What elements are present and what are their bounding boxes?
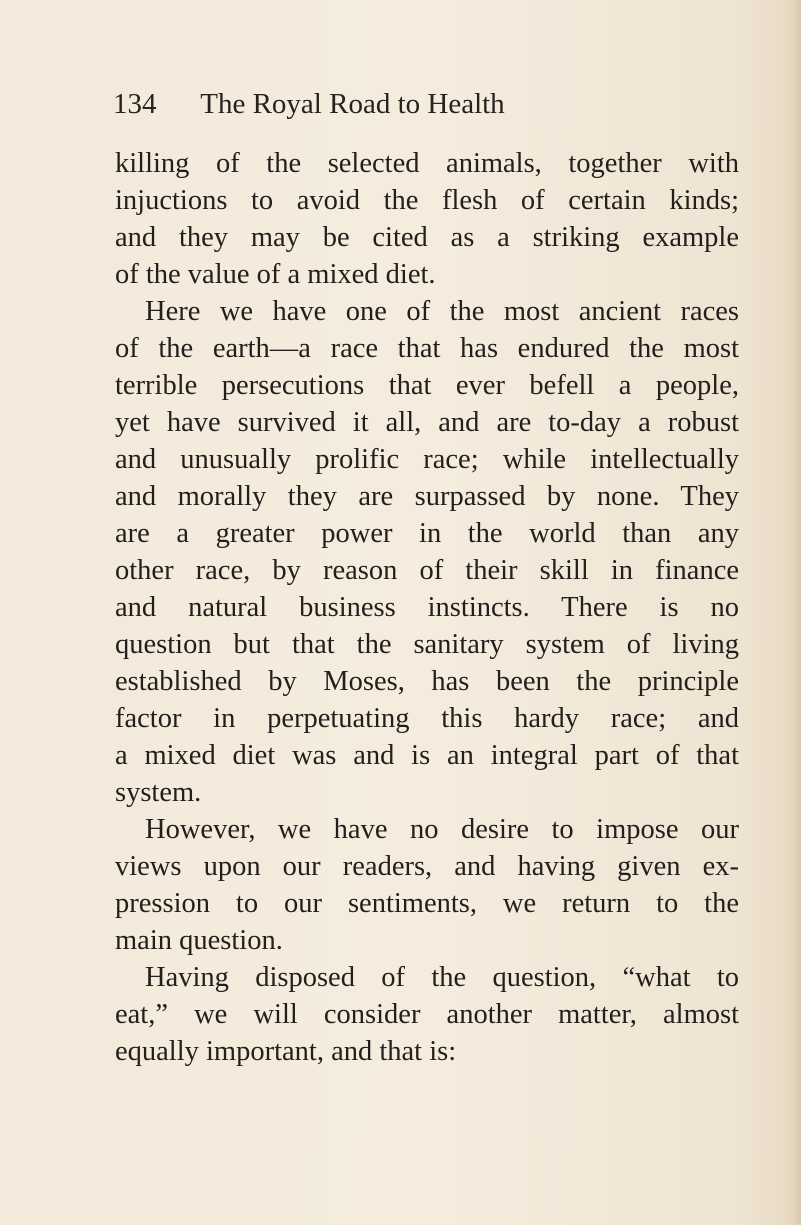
text-line: However, we have no desire to impose our bbox=[145, 814, 739, 845]
text-line: and unusually prolific race; while intellectually bbox=[115, 444, 739, 475]
text-line: and they may be cited as a striking example bbox=[115, 222, 739, 253]
text-line: are a greater power in the world than any bbox=[115, 518, 739, 549]
text-line: and morally they are surpassed by none. They bbox=[115, 481, 739, 512]
text-line: yet have survived it all, and are to-day a robust bbox=[115, 407, 739, 438]
text-line: killing of the selected animals, together with bbox=[115, 148, 739, 179]
text-line: of the value of a mixed diet. bbox=[115, 259, 436, 290]
page-edge bbox=[783, 0, 801, 1225]
text-line: established by Moses, has been the principle bbox=[115, 666, 739, 697]
text-line: a mixed diet was and is an integral part of that bbox=[115, 740, 739, 771]
running-title: The Royal Road to Health bbox=[200, 88, 505, 120]
text-line: and natural business instincts. There is no bbox=[115, 592, 739, 623]
text-line: views upon our readers, and having given ex- bbox=[115, 851, 739, 882]
text-line: of the earth—a race that has endured the most bbox=[115, 333, 739, 364]
text-line: eat,” we will consider another matter, almost bbox=[115, 999, 739, 1030]
text-line: terrible persecutions that ever befell a people, bbox=[115, 370, 739, 401]
text-line: injuctions to avoid the flesh of certain kinds; bbox=[115, 185, 739, 216]
page-number: 134 bbox=[113, 88, 157, 120]
text-line: system. bbox=[115, 777, 202, 808]
text-line: other race, by reason of their skill in finance bbox=[115, 555, 739, 586]
text-line: pression to our sentiments, we return to the bbox=[115, 888, 739, 919]
body-text bbox=[115, 145, 739, 1070]
text-line: Here we have one of the most ancient races bbox=[145, 296, 739, 327]
text-line: question but that the sanitary system of living bbox=[115, 629, 739, 660]
text-line: factor in perpetuating this hardy race; and bbox=[115, 703, 739, 734]
text-line: Having disposed of the question, “what to bbox=[145, 962, 739, 993]
text-line: equally important, and that is: bbox=[115, 1036, 457, 1067]
text-line: main question. bbox=[115, 925, 283, 956]
page-header bbox=[113, 88, 733, 121]
